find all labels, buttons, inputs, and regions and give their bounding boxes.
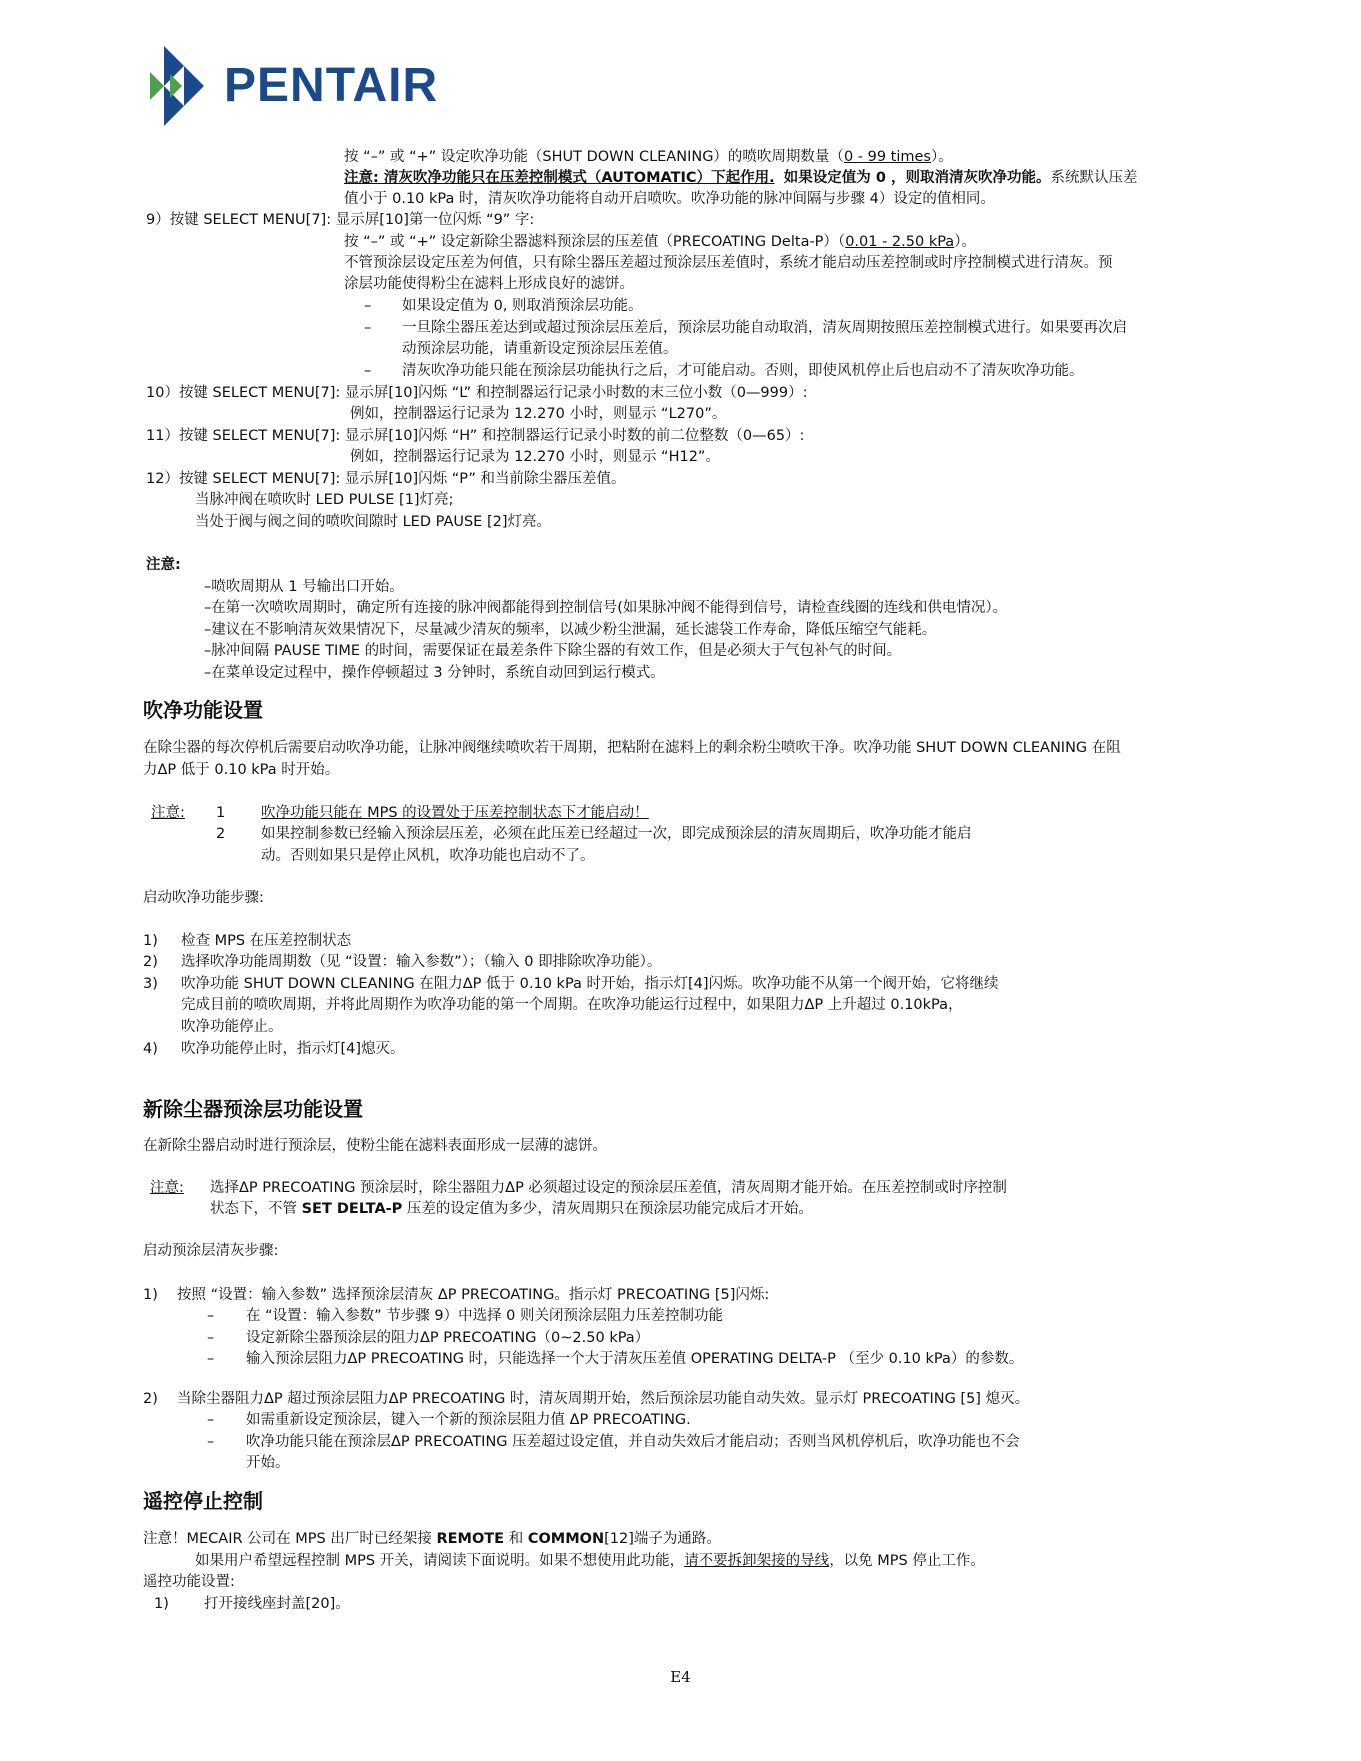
text-line: 注意！MECAIR 公司在 MPS 出厂时已经架接 REMOTE 和 COMMON[12]端子为通路。 [143,1531,721,1547]
text-line: 按 “–” 或 “+” 设定新除尘器滤料预涂层的压差值（PRECOATING Delta-P）（0.01 - 2.50 kPa）。 [344,234,976,250]
text-line: 如果用户希望远程控制 MPS 开关，请阅读下面说明。如果不想使用此功能，请不要拆卸架接的导线，以免 MPS 停止工作。 [195,1553,985,1569]
text-line: 11）按键 SELECT MENU[7]: 显示屏[10]闪烁 “H” 和控制器运行记录小时数的前二位整数（0—65）: [146,428,805,444]
list-number: 4) [143,1041,158,1057]
text-line: 按照 “设置：输入参数” 选择预涂层清灰 ΔP PRECOATING。指示灯 PRECOATING [5]闪烁: [177,1287,770,1303]
text-line: 启动预涂层清灰步骤: [143,1243,279,1259]
text-line: 打开接线座封盖[20]。 [204,1596,350,1612]
text-line: 当处于阀与阀之间的喷吹间隙时 LED PAUSE [2]灯亮。 [195,514,551,530]
note-label: 注意: [150,1180,184,1196]
text-line: 选择吹净功能周期数（见 “设置：输入参数”）；（输入 0 即排除吹净功能）。 [181,954,662,970]
text-line: 注意: 清灰吹净功能只在压差控制模式（AUTOMATIC）下起作用. 如果设定值为 0 ，则取消清灰吹净功能。系统默认压差 [344,170,1138,186]
text-line: 启动吹净功能步骤: [143,890,264,906]
text-line: 12）按键 SELECT MENU[7]: 显示屏[10]闪烁 “P” 和当前除尘器压差值。 [146,471,626,487]
text-line: 涂层功能使得粉尘在滤料上形成良好的滤饼。 [344,276,634,292]
text-line: 状态下，不管 SET DELTA-P 压差的设定值为多少，清灰周期只在预涂层功能完成后才开始。 [210,1201,813,1217]
pentair-logo-text: PENTAIR [224,59,439,112]
text-line: 力ΔP 低于 0.10 kPa 时开始。 [143,762,340,778]
list-number: 1) [143,933,158,949]
text-line: 例如，控制器运行记录为 12.270 小时，则显示 “H12”。 [350,449,720,465]
text-line: 吹净功能停止时，指示灯[4]熄灭。 [181,1041,405,1057]
note-label: 注意: [151,805,185,821]
bullet-dash: – [364,298,372,314]
text-line: 开始。 [246,1455,290,1471]
text-line: 不管预涂层设定压差为何值，只有除尘器压差超过预涂层压差值时，系统才能启动压差控制或时序控制模式进行清灰。预 [344,255,1113,271]
text-line: –喷吹周期从 1 号输出口开始。 [204,579,404,595]
text-line: 值小于 0.10 kPa 时，清灰吹净功能将自动开启喷吹。吹净功能的脉冲间隔与步骤 4）设定的值相同。 [344,191,995,207]
text-line: 检查 MPS 在压差控制状态 [181,933,352,949]
text-line: 完成目前的喷吹周期，并将此周期作为吹净功能的第一个周期。在吹净功能运行过程中，如果阻力ΔP 上升超过 0.10kPa， [181,997,963,1013]
list-number: 2) [143,1391,158,1407]
bullet-dash: – [207,1330,215,1346]
text-line: 遥控功能设置: [143,1574,235,1590]
section-heading: 新除尘器预涂层功能设置 [143,1097,363,1121]
text-line: 如果控制参数已经输入预涂层压差，必须在此压差已经超过一次，即完成预涂层的清灰周期后，吹净功能才能启 [261,826,972,842]
list-number: 3) [143,976,158,992]
section-heading: 吹净功能设置 [143,698,263,722]
text-line: 选择ΔP PRECOATING 预涂层时，除尘器阻力ΔP 必须超过设定的预涂层压差值，清灰周期才能开始。在压差控制或时序控制 [210,1180,1007,1196]
text-line: –建议在不影响清灰效果情况下，尽量减少清灰的频率，以减少粉尘泄漏，延长滤袋工作寿命，降低压缩空气能耗。 [204,622,937,638]
list-number: 2 [216,826,226,842]
bullet-dash: – [207,1412,215,1428]
text-line: 设定新除尘器预涂层的阻力ΔP PRECOATING（0~2.50 kPa） [246,1330,650,1346]
text-line: 当除尘器阻力ΔP 超过预涂层阻力ΔP PRECOATING 时，清灰周期开始，然后预涂层功能自动失效。显示灯 PRECOATING [5] 熄灭。 [177,1391,1030,1407]
bullet-dash: – [207,1351,215,1367]
text-line: –在第一次喷吹周期时，确定所有连接的脉冲阀都能得到控制信号(如果脉冲阀不能得到信号，请检查线圈的连线和供电情况）。 [204,600,1008,616]
text-line: –在菜单设定过程中，操作停顿超过 3 分钟时，系统自动回到运行模式。 [204,665,665,681]
pentair-logo [150,46,438,126]
section-heading: 遥控停止控制 [143,1489,263,1513]
text-line: 9）按键 SELECT MENU[7]: 显示屏[10]第一位闪烁 “9” 字: [146,212,535,228]
page-number: E4 [670,1668,691,1686]
list-number: 1) [154,1596,169,1612]
bullet-dash: – [207,1308,215,1324]
text-line: 如果设定值为 0, 则取消预涂层功能。 [402,298,643,314]
bullet-dash: – [364,320,372,336]
text-line: 动。否则如果只是停止风机，吹净功能也启动不了。 [261,848,595,864]
list-number: 1 [216,805,226,821]
text-line: 吹净功能只能在 MPS 的设置处于压差控制状态下才能启动！ [261,805,649,821]
text-line: 按 “–” 或 “+” 设定吹净功能（SHUT DOWN CLEANING）的喷吹周期数量（0 - 99 times）。 [344,149,953,165]
list-number: 2) [143,954,158,970]
list-number: 1) [143,1287,158,1303]
text-line: 输入预涂层阻力ΔP PRECOATING 时，只能选择一个大于清灰压差值 OPERATING DELTA-P （至少 0.10 kPa）的参数。 [246,1351,1024,1367]
text-line: 吹净功能只能在预涂层ΔP PRECOATING 压差超过设定值，并自动失效后才能启动；否则当风机停机后，吹净功能也不会 [246,1434,1020,1450]
text-line: 一旦除尘器压差达到或超过预涂层压差后，预涂层功能自动取消，清灰周期按照压差控制模式进行。如果要再次启 [402,320,1127,336]
pentair-logo-icon [150,46,214,126]
text-line: 动预涂层功能，请重新设定预涂层压差值。 [402,341,678,357]
text-line: 例如，控制器运行记录为 12.270 小时，则显示 “L270”。 [350,406,727,422]
text-line: 10）按键 SELECT MENU[7]: 显示屏[10]闪烁 “L” 和控制器运行记录小时数的末三位小数（0—999）: [146,385,808,401]
text-line: 在新除尘器启动时进行预涂层，使粉尘能在滤料表面形成一层薄的滤饼。 [143,1138,607,1154]
text-line: –脉冲间隔 PAUSE TIME 的时间，需要保证在最差条件下除尘器的有效工作，但是必须大于气包补气的时间。 [204,643,902,659]
text-line: 在除尘器的每次停机后需要启动吹净功能，让脉冲阀继续喷吹若干周期，把粘附在滤料上的剩余粉尘喷吹干净。吹净功能 SHUT DOWN CLEANING 在阻 [143,740,1121,756]
text-line: 在 “设置：输入参数” 节步骤 9）中选择 0 则关闭预涂层阻力压差控制功能 [246,1308,724,1324]
text-line: 吹净功能 SHUT DOWN CLEANING 在阻力ΔP 低于 0.10 kPa 时开始，指示灯[4]闪烁。吹净功能不从第一个阀开始，它将继续 [181,976,999,992]
text-line: 当脉冲阀在喷吹时 LED PULSE [1]灯亮; [195,492,454,508]
text-line: 如需重新设定预涂层，键入一个新的预涂层阻力值 ΔP PRECOATING. [246,1412,691,1428]
text-line: 吹净功能停止。 [181,1019,283,1035]
note-label: 注意: [146,557,181,573]
bullet-dash: – [207,1434,215,1450]
text-line: 清灰吹净功能只能在预涂层功能执行之后，才可能启动。否则，即使风机停止后也启动不了清灰吹净功能。 [402,363,1084,379]
bullet-dash: – [364,363,372,379]
